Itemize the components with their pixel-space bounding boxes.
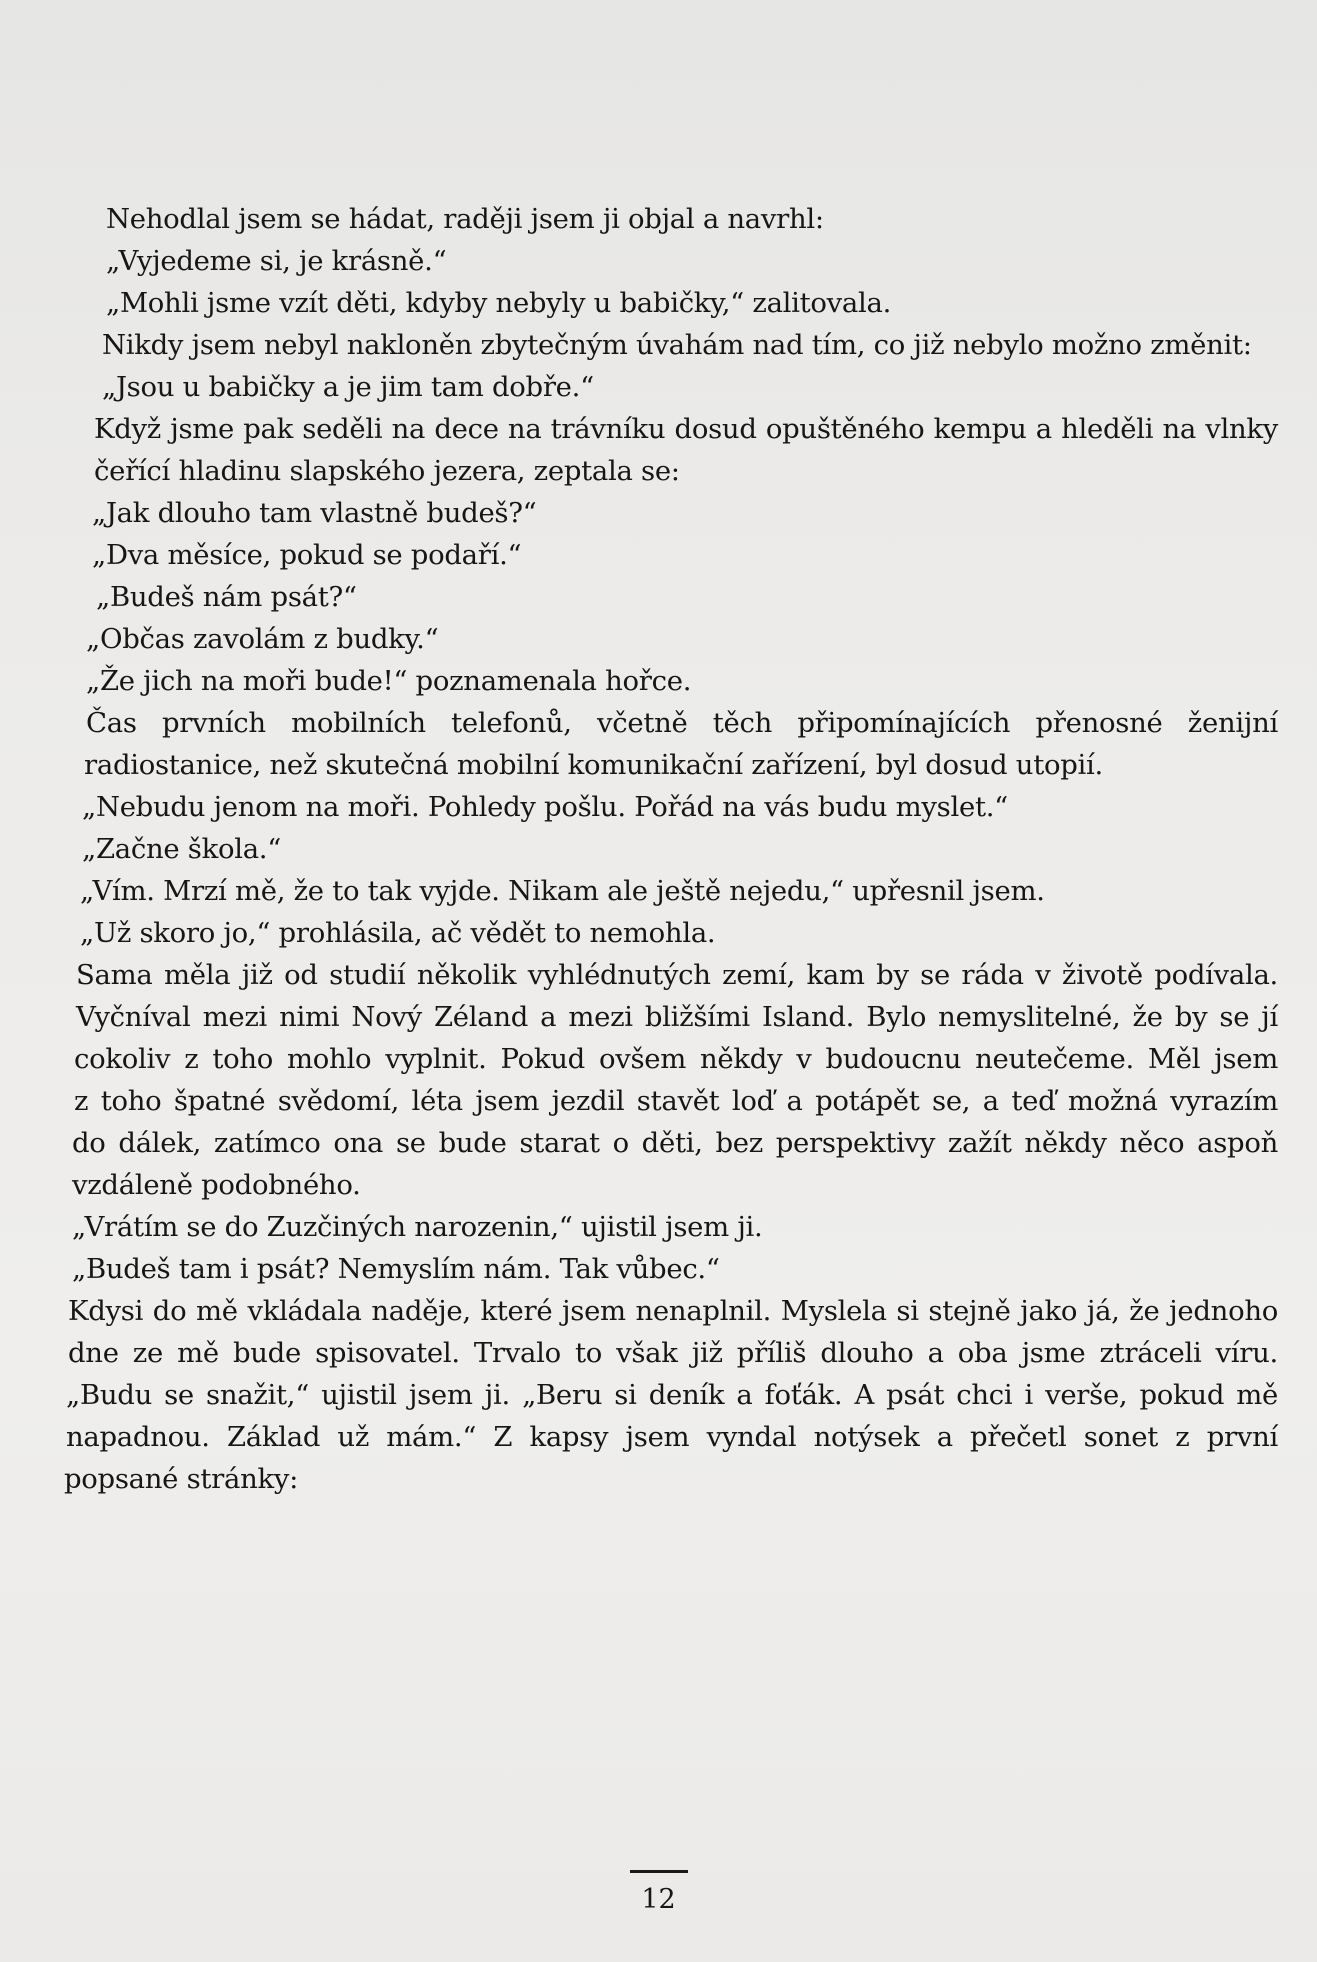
text-line: Vyčníval mezi nimi Nový Zéland a mezi bližšími Island. Bylo nemyslitelné, že by se jí: [76, 1001, 1278, 1033]
text-line: „Jsou u babičky a je jim tam dobře.“: [102, 371, 594, 403]
text-line: „Budeš tam i psát? Nemyslím nám. Tak vůbec.“: [72, 1253, 720, 1285]
text-line: vzdáleně podobného.: [72, 1169, 361, 1201]
text-line: Nehodlal jsem se hádat, raději jsem ji objal a navrhl:: [106, 203, 824, 235]
text-line: Nikdy jsem nebyl nakloněn zbytečným úvahám nad tím, co již nebylo možno změnit:: [102, 329, 1252, 361]
text-line: „Budu se snažit,“ ujistil jsem ji. „Beru si deník a foťák. A psát chci i verše, pokud mě: [66, 1379, 1278, 1411]
text-line: napadnou. Základ už mám.“ Z kapsy jsem vyndal notýsek a přečetl sonet z první: [66, 1421, 1278, 1453]
text-line: cokoliv z toho mohlo vyplnit. Pokud ovšem někdy v budoucnu neutečeme. Měl jsem: [74, 1043, 1278, 1075]
text-line: Když jsme pak seděli na dece na trávníku dosud opuštěného kempu a hleděli na vlnky: [94, 413, 1278, 445]
page-number-rule: [630, 1870, 688, 1873]
text-line: „Dva měsíce, pokud se podaří.“: [92, 539, 522, 571]
text-line: „Vím. Mrzí mě, že to tak vyjde. Nikam ale ještě nejedu,“ upřesnil jsem.: [80, 875, 1045, 907]
text-line: popsané stránky:: [64, 1463, 299, 1495]
text-line: z toho špatné svědomí, léta jsem jezdil stavět loď a potápět se, a teď možná vyrazím: [74, 1085, 1278, 1117]
text-line: „Nebudu jenom na moři. Pohledy pošlu. Pořád na vás budu myslet.“: [82, 791, 1008, 823]
text-line: „Že jich na moři bude!“ poznamenala hořce.: [86, 665, 692, 697]
text-line: Kdysi do mě vkládala naděje, které jsem nenaplnil. Myslela si stejně jako já, že jednoho: [68, 1295, 1278, 1327]
text-line: radiostanice, než skutečná mobilní komunikační zařízení, byl dosud utopií.: [84, 749, 1103, 781]
body-text: [64, 198, 1278, 1500]
text-line: čeřící hladinu slapského jezera, zeptala se:: [94, 455, 680, 487]
text-line: „Občas zavolám z budky.“: [86, 623, 439, 655]
page-footer: [0, 1870, 1317, 1917]
text-line: do dálek, zatímco ona se bude starat o děti, bez perspektivy zažít někdy něco aspoň: [72, 1127, 1278, 1159]
text-line: „Už skoro jo,“ prohlásila, ač vědět to nemohla.: [80, 917, 716, 949]
text-line: „Začne škola.“: [82, 833, 282, 865]
text-line: Čas prvních mobilních telefonů, včetně těch připomínajících přenosné ženijní: [86, 707, 1278, 739]
text-line: dne ze mě bude spisovatel. Trvalo to však již příliš dlouho a oba jsme ztráceli víru.: [68, 1337, 1278, 1369]
text-line: „Vyjedeme si, je krásně.“: [106, 245, 447, 277]
text-line: „Vrátím se do Zuzčiných narozenin,“ ujistil jsem ji.: [72, 1211, 763, 1243]
page-number: 12: [641, 1884, 676, 1915]
text-line: „Mohli jsme vzít děti, kdyby nebyly u babičky,“ zalitovala.: [106, 287, 892, 319]
text-line: Sama měla již od studií několik vyhlédnutých zemí, kam by se ráda v životě podívala.: [76, 959, 1278, 991]
text-line: „Jak dlouho tam vlastně budeš?“: [92, 497, 537, 529]
text-line: „Budeš nám psát?“: [96, 581, 357, 613]
